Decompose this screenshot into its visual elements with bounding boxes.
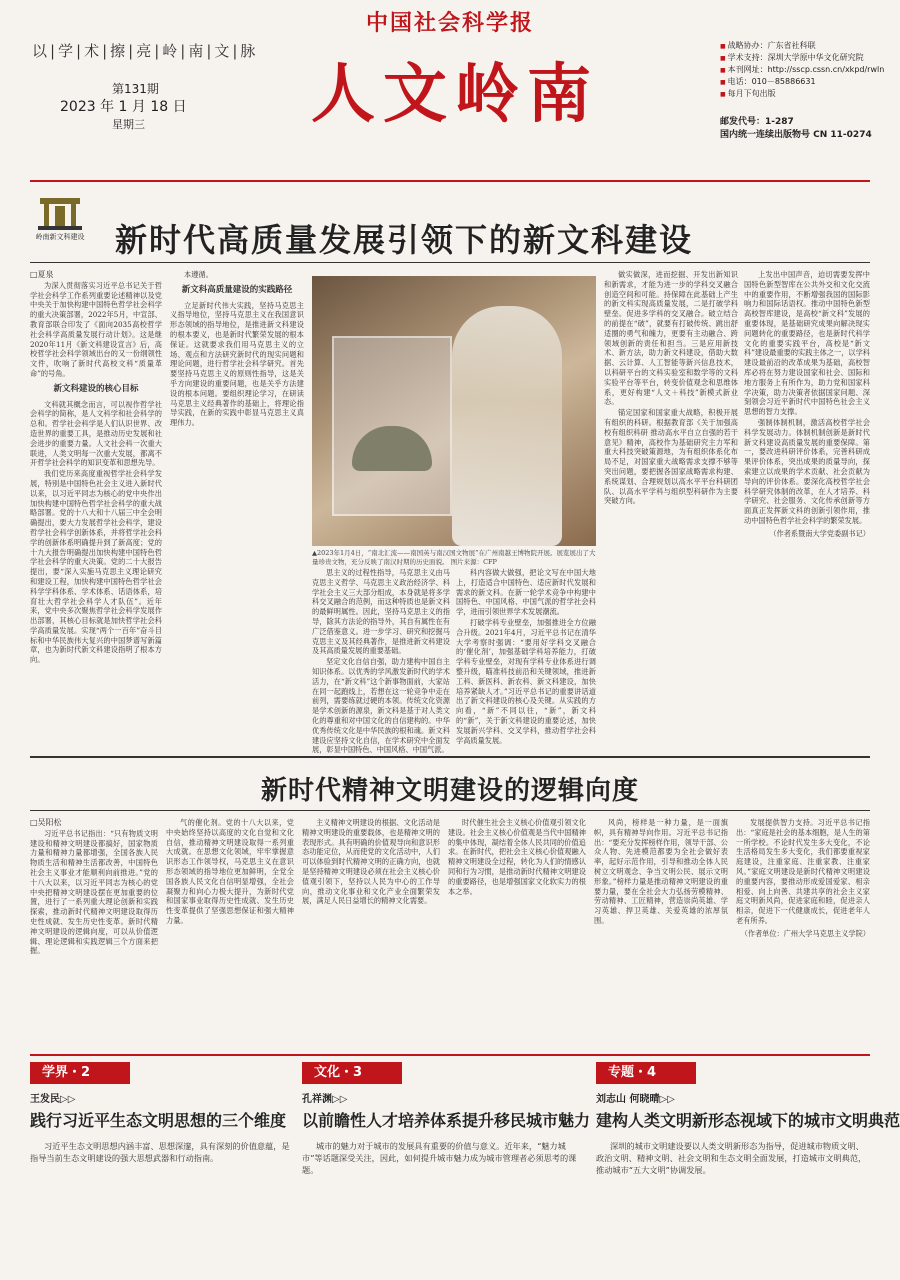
supplement-title: 人文岭南 [311,57,599,132]
article-1-column-1 [30,270,162,748]
article-2-author: □吴阳松 [30,818,62,827]
headline-rule [30,262,870,263]
author-signoff: （作者系暨南大学党委副书记） [769,528,870,538]
subheading: 新文科建设的核心目标 [53,383,139,394]
publication-date: 2023 年 1 月 18 日 [60,99,187,115]
promo-abstract: 深圳的城市文明建设要以人类文明新形态为指导，促进城市物质文明、政治文明、精神文明、社会文明和生态文明全面发展，打造城市文明典范，推动城市“五大文明”协调发展。 [596,1141,867,1175]
info-line: ■ 每月下旬出版 [720,88,895,100]
logo-label: 岭南新文科建设 [35,233,85,241]
article-1-photo[interactable] [312,276,596,546]
info-line: ■ 战略协办：广东省社科联 [720,40,895,52]
paragraph: 习近平总书记指出：“只有物质文明建设和精神文明建设都搞好，国家物质力量和精神力量都增强，全国各族人民物质生活和精神生活都改善，中国特色社会主义事业才能顺利向前推进。”党的十八大以来，以习近平同志为核心的党中央把精神文明建设摆在更加重要的位置，进行了一系列重大理论创新和实践探索，推动新时代精神文明建设取得历史性成就、发生历史性变革。新时代精神文明建设的逻辑向度，可以从价值逻辑、理论逻辑和实践逻辑三个方面来把握。 [30,828,158,956]
article-1-column-5 [604,270,738,748]
paragraph: 科内容做大做强，把论文写在中国大地上，打造适合中国特色、适应新时代发展和需求的新文科。在新一轮学术竞争中构建中国特色、中国风格、中国气派的哲学社会科学，进而引领世界学术发展潮流。 [456,568,596,617]
postal-code: 邮发代号：1-287 [720,117,794,127]
postal-info [720,116,895,142]
paragraph: 做实做深，进而挖掘、开发出新知识和新需求，才能为进一步的学科交叉融合创造空间和可能。持保障在此基础上产生的新文科实现高质量发展，二是打破学科壁垒。促进多学科的交叉融合。破立结合的前提在“破”，就要有打破传统、跳出舒适圈的勇气和魄力，更要有主动融合、跨领域创新的责任和担当。三是应用新技术、新方法，助力新文科建设，借助大数据、云计算、人工智能等新兴信息技术，以科研平台的文科实验室和数学等的文科实验平台等平台，转变价值观念和思维体系，更好构建“人文＋科技”新模式新业态。 [604,270,738,407]
paragraph: 气的催化剂。党的十八大以来，党中央始终坚持以高度的文化自觉和文化自信，推动精神文明建设取得一系列重大成就。在思想文化领域，牢牢掌握意识形态工作领导权，马克思主义在意识形态领域的指导地位更加鲜明，全党全国各族人民文化自信明显增强，全社会凝聚力和向心力极大提升，为新时代党和国家事业取得历史性成就、发生历史性变革提供了坚强思想保证和强大精神力量。 [166,818,294,925]
gate-icon [38,196,82,230]
article-1-column-6 [744,270,870,748]
promo-1[interactable] [30,1062,300,1212]
headline-2-rule [30,810,870,811]
promo-title[interactable]: 以前瞻性人才培养体系提升移民城市魅力 [302,1111,591,1130]
promo-rule [30,1054,870,1056]
column-logo [30,196,90,242]
article-2-column-1 [30,818,158,1044]
article-1-column-2 [170,270,304,748]
promo-3[interactable] [596,1062,900,1212]
paragraph: 本遵循。 [184,270,213,279]
info-line: ■ 学术支持：深圳大学原中华文化研究院 [720,52,895,64]
promo-tag: 专题・4 [596,1062,696,1084]
promo-abstract: 习近平生态文明思想内涵丰富、思想深邃，具有深刻的价值意蕴，是指导当前生态文明建设的强大思想武器和行动指南。 [30,1141,290,1163]
article-1-headline[interactable]: 新时代高质量发展引领下的新文科建设 [115,221,694,259]
paragraph: 立足新时代伟大实践，坚持马克思主义指导地位，坚持马克思主义在我国意识形态领域的指导地位，是推进新文科建设的根本要义，也是新时代繁荣发展的根本保证。这就要求我们用马克思主义的立场、观点和方法研究新时代的现实问题和理论问题，进行哲学社会科学研究。首先要坚持马克思主义的原则性指导，这是关乎方向建设的重要问题，也是关乎方法建设的根本问题。要组织理论学习，在研读马克思主义经典著作的基础上，将理论指导实践，在新的实践中彰显马克思主义真理伟力。 [170,300,304,428]
photo-caption: ▲2023年1月4日，“南北汇流——南国英与南汉国文物展”在广州南越王博物院开展。展览展出了大量珍贵文物，充分反映了南汉时期的历史面貌。 图片来源：CFP [312,549,596,566]
paragraph: 文科就其概念而言，可以视作哲学社会科学的简称，是人文科学和社会科学的总和。哲学社会科学是人们认识世界、改造世界的重要工具，是推动历史发展和社会进步的重要力量。人文社会科一次重大联进，人类文明每一次重大发展，都离不开哲学社会科学的知识变革和思想先导。 [30,399,162,468]
promo-author: 刘志山 何晓晴▷▷ [596,1094,675,1105]
promo-author: 王发民▷▷ [30,1094,76,1105]
weekday: 星期三 [112,118,145,131]
promo-2[interactable] [302,1062,592,1212]
promo-author: 孔祥渊▷▷ [302,1094,348,1105]
article-2-column-2 [166,818,294,1044]
promo-tag: 文化・3 [302,1062,402,1084]
paragraph: 为深入贯彻落实习近平总书记关于哲学社会科学工作系列重要论述精神以及党中央关于加快构建中国特色哲学社会科学的重大决策部署，2022年5月，中宣部、教育部联合印发了《面向2035高校哲学社会科学高质量发展行动计划》。这是继2020年11月《新文科建设宣言》后，高校哲学社会科学领域出台的又一份纲领性文件，吹响了新时代高校文科“质量革命”的号角。 [30,280,162,378]
section-rule [30,756,870,758]
article-2-column-4 [448,818,586,1044]
article-1-column-4 [456,568,596,748]
publication-info [720,40,895,100]
info-line: ■ 电话：010－85886631 [720,76,895,88]
article-2-column-5 [594,818,728,1044]
paragraph: 打破学科专业壁垒，加强推进全方位融合升级。2021年4月，习近平总书记在清华大学考察时强调：“要用好学科交叉融合的‘催化剂’，加强基础学科培养能力，打破学科专业壁垒，对现有学科专业体系进行调整升级，瞄准科技前沿和关键领域，推进新工科、新医科、新农科、新文科建设，加快培养紧缺人才。”习近平总书记的重要讲话道出了新文科建设的核心及关键。从实践的方向看，“新”不同以往，“新”，新文科的“新”，关于新文科建设的重要论述，加快发展新兴学科、交叉学科，推动哲学社会科学高质量发展。 [456,617,596,745]
cn-number: 国内统一连续出版物号 CN 11-0274 [720,130,872,140]
paragraph: 坚定文化自信自强，助力建构中国自主知识体系。以优秀的学风激发新时代的学术活力，在“新文科”这个新事物面前，大家站在同一起跑线上，若想在这一轮竞争中走在前列，需要练就过硬的本领。传统文化资源是学术创新的源泉，新文科是基于对人类文化的尊重和对中国文化的自信建构的。中华优秀传统文化是中华民族的根和魂。新文科建设应坚持文化自信，在学术研究中全面发展，彰显中国特色、中国风格、中国气派。 [312,657,450,755]
article-2-headline[interactable]: 新时代精神文明建设的逻辑向度 [260,776,639,806]
masthead-rule [30,180,870,182]
promo-title[interactable]: 建构人类文明新形态视域下的城市文明典范 [596,1111,900,1130]
paragraph: 时代催生社会主义核心价值观引领文化建设。社会主义核心价值观是当代中国精神的集中体现，凝结着全体人民共同的价值追求。在新时代，把社会主义核心价值观融入精神文明建设全过程，转化为人们的情感认同和行为习惯，是推动新时代精神文明建设的重要路径，也是增强国家文化软实力的根本之举。 [448,818,586,896]
slogan: 以|学|术|擦|亮|岭|南|文|脉 [32,42,259,60]
article-2-column-6 [736,818,870,1044]
promo-abstract: 城市的魅力对于城市的发展具有重要的价值与意义。近年来，“魅力城市”等话题深受关注，因此，如何提升城市魅力成为城市管理者必须思考的课题。 [302,1141,577,1175]
paragraph: 发展提供智力支持。习近平总书记指出：“家庭是社会的基本细胞，是人生的第一所学校。不论时代发生多大变化，不论生活格局发生多大变化，我们都要重视家庭建设，注重家庭、注重家教、注重家风。”家庭文明建设是新时代精神文明建设的重要内容，要推动形成爱国爱家、相亲相爱、向上向善、共建共享的社会主义家庭文明新风尚，促进家庭和睦，促进亲人相亲，促进下一代健康成长，促进老年人老有所养。 [736,818,870,925]
info-line[interactable]: ■ 本刊网址：http://sscp.cssn.cn/xkpd/rwln [720,64,895,76]
newspaper-name: 中国社会科学报 [365,10,534,36]
paragraph: 主义精神文明建设的根据、文化活动是精神文明建设的重要载体，也是精神文明的表现形式。具有明确的价值观导向和意识形态功能定位，从而使党的文化活动中，人们可以体验到时代精神文明的正确方向，也就是坚持精神文明建设必须在社会主义核心价值观引领下，坚持以人民为中心的工作导向，推动文化事业和文化产业全面繁荣发展，满足人民日益增长的精神文化需要。 [302,818,440,906]
author-signoff: （作者单位：广州大学马克思主义学院） [740,928,870,938]
paragraph: 锚定国家和国家重大战略，积极开展有组织的科研。根据教育部《关于加强高校有组织科研 推动高水平自立自强的若干意见》精神，高校作为基础研究主力军和重大科技突破策源地，为有组织体系化布局不足，对国家重大战略需求支撑不够等突出问题，要把握各国家战略需求构建、系统谋划、合理规划以高水平平台科研团队、以高水平学科与组织型科研作为主要突破方向。 [604,408,738,506]
promo-title[interactable]: 践行习近平生态文明思想的三个维度 [30,1111,287,1130]
issue-number: 第131期 [112,82,159,96]
visitor-figure [452,306,562,546]
article-2-column-3 [302,818,440,1044]
subheading: 新文科高质量建设的实践路径 [181,284,293,295]
paragraph: 思主义的过程性指导，马克思主义由马克思主义哲学、马克思主义政治经济学、科学社会主义三大部分组成，本身就是将多学科交叉融合的范例，而这种特质也是新文科的最鲜明属性。因此，坚持马克思主义的指导，除其方法论的指导外，其自有属性在有广泛借鉴意义。进一步学习、研究和挖掘马克思主义及其经典著作，是推进新文科建设及其高质量发展的重要基础。 [312,568,450,656]
article-1-column-3 [312,568,450,755]
paragraph: 风尚，榜样是一种力量，是一面旗帜，具有精神导向作用。习近平总书记指出：“要充分发挥榜样作用，领导干部、公众人物、先进模范都要为全社会做好表率，起好示范作用，引导和推动全体人民树立文明观念、争当文明公民、展示文明形象。”榜样力量是推动精神文明建设的重要力量，要在全社会大力弘扬劳模精神、劳动精神、工匠精神，营造崇尚英雄、学习英雄、捍卫英雄、关爱英雄的浓厚氛围。 [594,818,728,925]
paragraph: 我们党历来高度重视哲学社会科学发展，特别是中国特色社会主义进入新时代以来，以习近平同志为核心的党中央作出加快构建中国特色哲学社会科学的重大战略部署。党的十八大和十八届三中全会明确提出，要大力发展哲学社会科学，建设哲学社会科学创新体系，并将哲学社会科学的创新体系明确提升到了新高度；党的十九大报告明确提出加快构建中国特色哲学社会科学的重大决策。党的二十大报告提出，要“深入实施马克思主义理论研究和建设工程，加快构建中国特色哲学社会科学学科体系、学术体系、话语体系，培育壮大哲学社会科学人才队伍”。近年来，党中央多次聚焦哲学社会科学发展作出部署，其核心目标就是加快哲学社会科学高质量发展。实现“两个一百年”奋斗目标和中华民族伟大复兴的中国梦谱写新篇章，也为新时代新文科建设指明了根本方向。 [30,469,162,665]
paragraph: 强制体制机制，激活高校哲学社会科学发展动力。体制机制创新是新时代新文科建设高质量发展的重要保障。第一，要改进科研评价体系，完善科研成果评价体系，突出成果的质量导向，探索建立以成果的学术贡献、社会贡献为导向的评价体系。要深化高校哲学社会科学研究体制的改革，在人才培养、科学研究、社会服务、文化传承创新等方面真正发挥新文科的创新引领作用，推动中国特色哲学社会科学的繁荣发展。 [744,417,870,525]
masthead [0,0,900,140]
paragraph: 上发出中国声音，迫切需要发挥中国特色新型智库在公共外交和文化交流中的重要作用，不断增强我国的国际影响力和国际话语权。推动中国特色新型高校智库建设，是高校“新文科”发展的重要体现，是基础研究成果向解决现实问题转化的重要路径，也是新时代科学文化的重要实践平台，高校是“新文科”建设最重要的实践主体之一，以学科建设最前沿的改革成果为基础，高校智库必将在努力建设国家和社会、国际和地方服务上有所作为，助力党和国家科学决策，助力决策者依据国家问题、深刻领会习近平新时代中国特色社会主义思想的智力支撑。 [744,270,870,417]
article-1-author: □夏泉 [30,270,54,279]
promo-tag: 学界・2 [30,1062,130,1084]
